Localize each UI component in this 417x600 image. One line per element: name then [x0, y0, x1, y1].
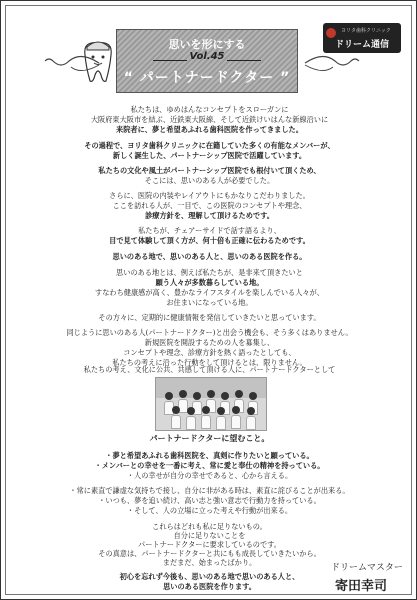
volume-number: Vol.45	[189, 51, 225, 62]
page-title: “ パートナードクター ”	[123, 70, 291, 86]
paragraph-line: 同じように思いのある人(パートナードクター)と出会う機会も、そう多くはありません。	[66, 328, 353, 337]
paragraph-line: 願う人々が多数暮らしている地。	[155, 278, 264, 287]
staff-member	[201, 406, 211, 429]
paragraph-line: 新規医院を開設するための人を募集し、	[144, 338, 275, 347]
signature-name: 寄田幸司	[335, 579, 388, 594]
paragraph-line: 私たちの文化や風土がパートナーシップ医院でも根付いて頂くため、	[98, 166, 321, 175]
list-item: ・人の幸せが自分の幸せであると、心から言える。	[126, 471, 293, 480]
paragraph-line: 目で見て体験して頂く方が、何十倍も正確に伝わるためです。	[109, 236, 310, 245]
paragraph-line: 私たちの考え、文化に公共、共感して頂ける人に、パートナードクターとして	[83, 365, 336, 374]
clinic-logo	[323, 23, 401, 53]
paragraph-line: 診療方針を、理解して頂けるためです。	[145, 211, 274, 220]
photo-caption: パートナードクターに望むこと。	[149, 434, 270, 443]
staff-member	[246, 407, 256, 430]
paragraph-line: さらに、医院の内装やレイアウトにもかなりこだわりました。	[109, 191, 310, 200]
paragraph-line: 私たちは、ゆめはんなコンセプトをスローガンに	[130, 105, 289, 114]
list-item: ・夢と希望あふれる歯科医院を、真剣に作りたいと願っている。	[105, 451, 314, 460]
paragraph-line: 大阪府東大阪市を結ぶ、近鉄東大阪線、そして近鉄けいはんな新線沿いに	[90, 115, 329, 124]
paragraph-line: 私たちの考えに沿った行動をして頂けるとは、限りません。	[112, 358, 307, 367]
staff-member	[186, 407, 196, 430]
paragraph-line: すなわち健康感が高く、豊かなライフスタイルを楽しんでいる人々が、	[95, 288, 324, 297]
paragraph-line: 思いのある地で、思いのある人と、思いのある医院を作る。	[112, 252, 307, 261]
paragraph-line: その方々に、定期的に健康情報を発信していきたいと思っています。	[98, 313, 321, 322]
signature-title: ドリームマスター	[331, 563, 403, 573]
list-item: ・メンバーとの幸せを一番に考え、常に愛と奉仕の精神を持っている。	[94, 461, 325, 470]
paragraph-line: 思いのある地とは、例えば私たちが、是非来て頂きたいと	[116, 268, 303, 277]
paragraph-line: ここを訪れる人が、一目で、この医院のコンセプトや理念、	[112, 201, 307, 210]
paragraph-line: その過程で、ヨリタ歯科クリニックに在籍していた多くの有能なメンバーが、	[84, 141, 335, 150]
list-item: ・そして、人の立場に立った考えや行動が出来る。	[126, 506, 293, 515]
title-box	[116, 29, 298, 93]
paragraph-line: 私たちが、チェアーサイドで話す語るより、	[138, 226, 281, 235]
paragraph-line: そこには、思いのある人が必要でした。	[144, 176, 275, 185]
paragraph-line: まだまだ、始まったばかり。	[162, 558, 257, 567]
ornament-left-icon	[41, 49, 101, 77]
paragraph-line: パートナードクターに要求しているのです。	[138, 540, 281, 549]
staff-photo	[155, 377, 267, 431]
list-item: ・いつも、夢を追い続け、高い志と強い意志で行動力を持っている。	[98, 496, 321, 505]
staff-member	[231, 406, 241, 429]
ornament-right-icon	[303, 49, 363, 77]
list-item: ・常に素直で謙虚な気持ちで接し、自分に非がある時は、素直に詫びることが出来る。	[69, 486, 350, 495]
paragraph-line: 来院者に、夢と希望あふれる歯科医院を作ってきました。	[116, 125, 303, 134]
paragraph-line: 自分に足りないことを	[173, 531, 246, 540]
logo-clinic-name: ヨリタ歯科クリニック	[341, 28, 391, 34]
staff-member	[216, 407, 226, 430]
logo-newsletter-name: ドリーム通信	[335, 40, 390, 50]
title-subheading: 思いを形にする	[168, 38, 246, 51]
paragraph-line: 初心を忘れず今後も、思いのある地で思いのある人と、	[119, 572, 300, 581]
paragraph-line: お住まいになっている地。	[166, 298, 253, 307]
paragraph-line: 思いのある医院を作ります。	[163, 582, 256, 591]
divider	[227, 60, 261, 61]
paragraph-line: コンセプトや理念、診療方針を熱く語ったとしても、	[123, 348, 296, 357]
paragraph-line: これらはどれも私に足りないもの。	[152, 522, 267, 531]
staff-member	[171, 406, 181, 429]
paragraph-line: 新しく誕生した、パートナーシップ医院で活躍しています。	[112, 151, 307, 160]
paragraph-line: その真意は、パートナードクターと共にもも成長していきたいから。	[98, 549, 321, 558]
